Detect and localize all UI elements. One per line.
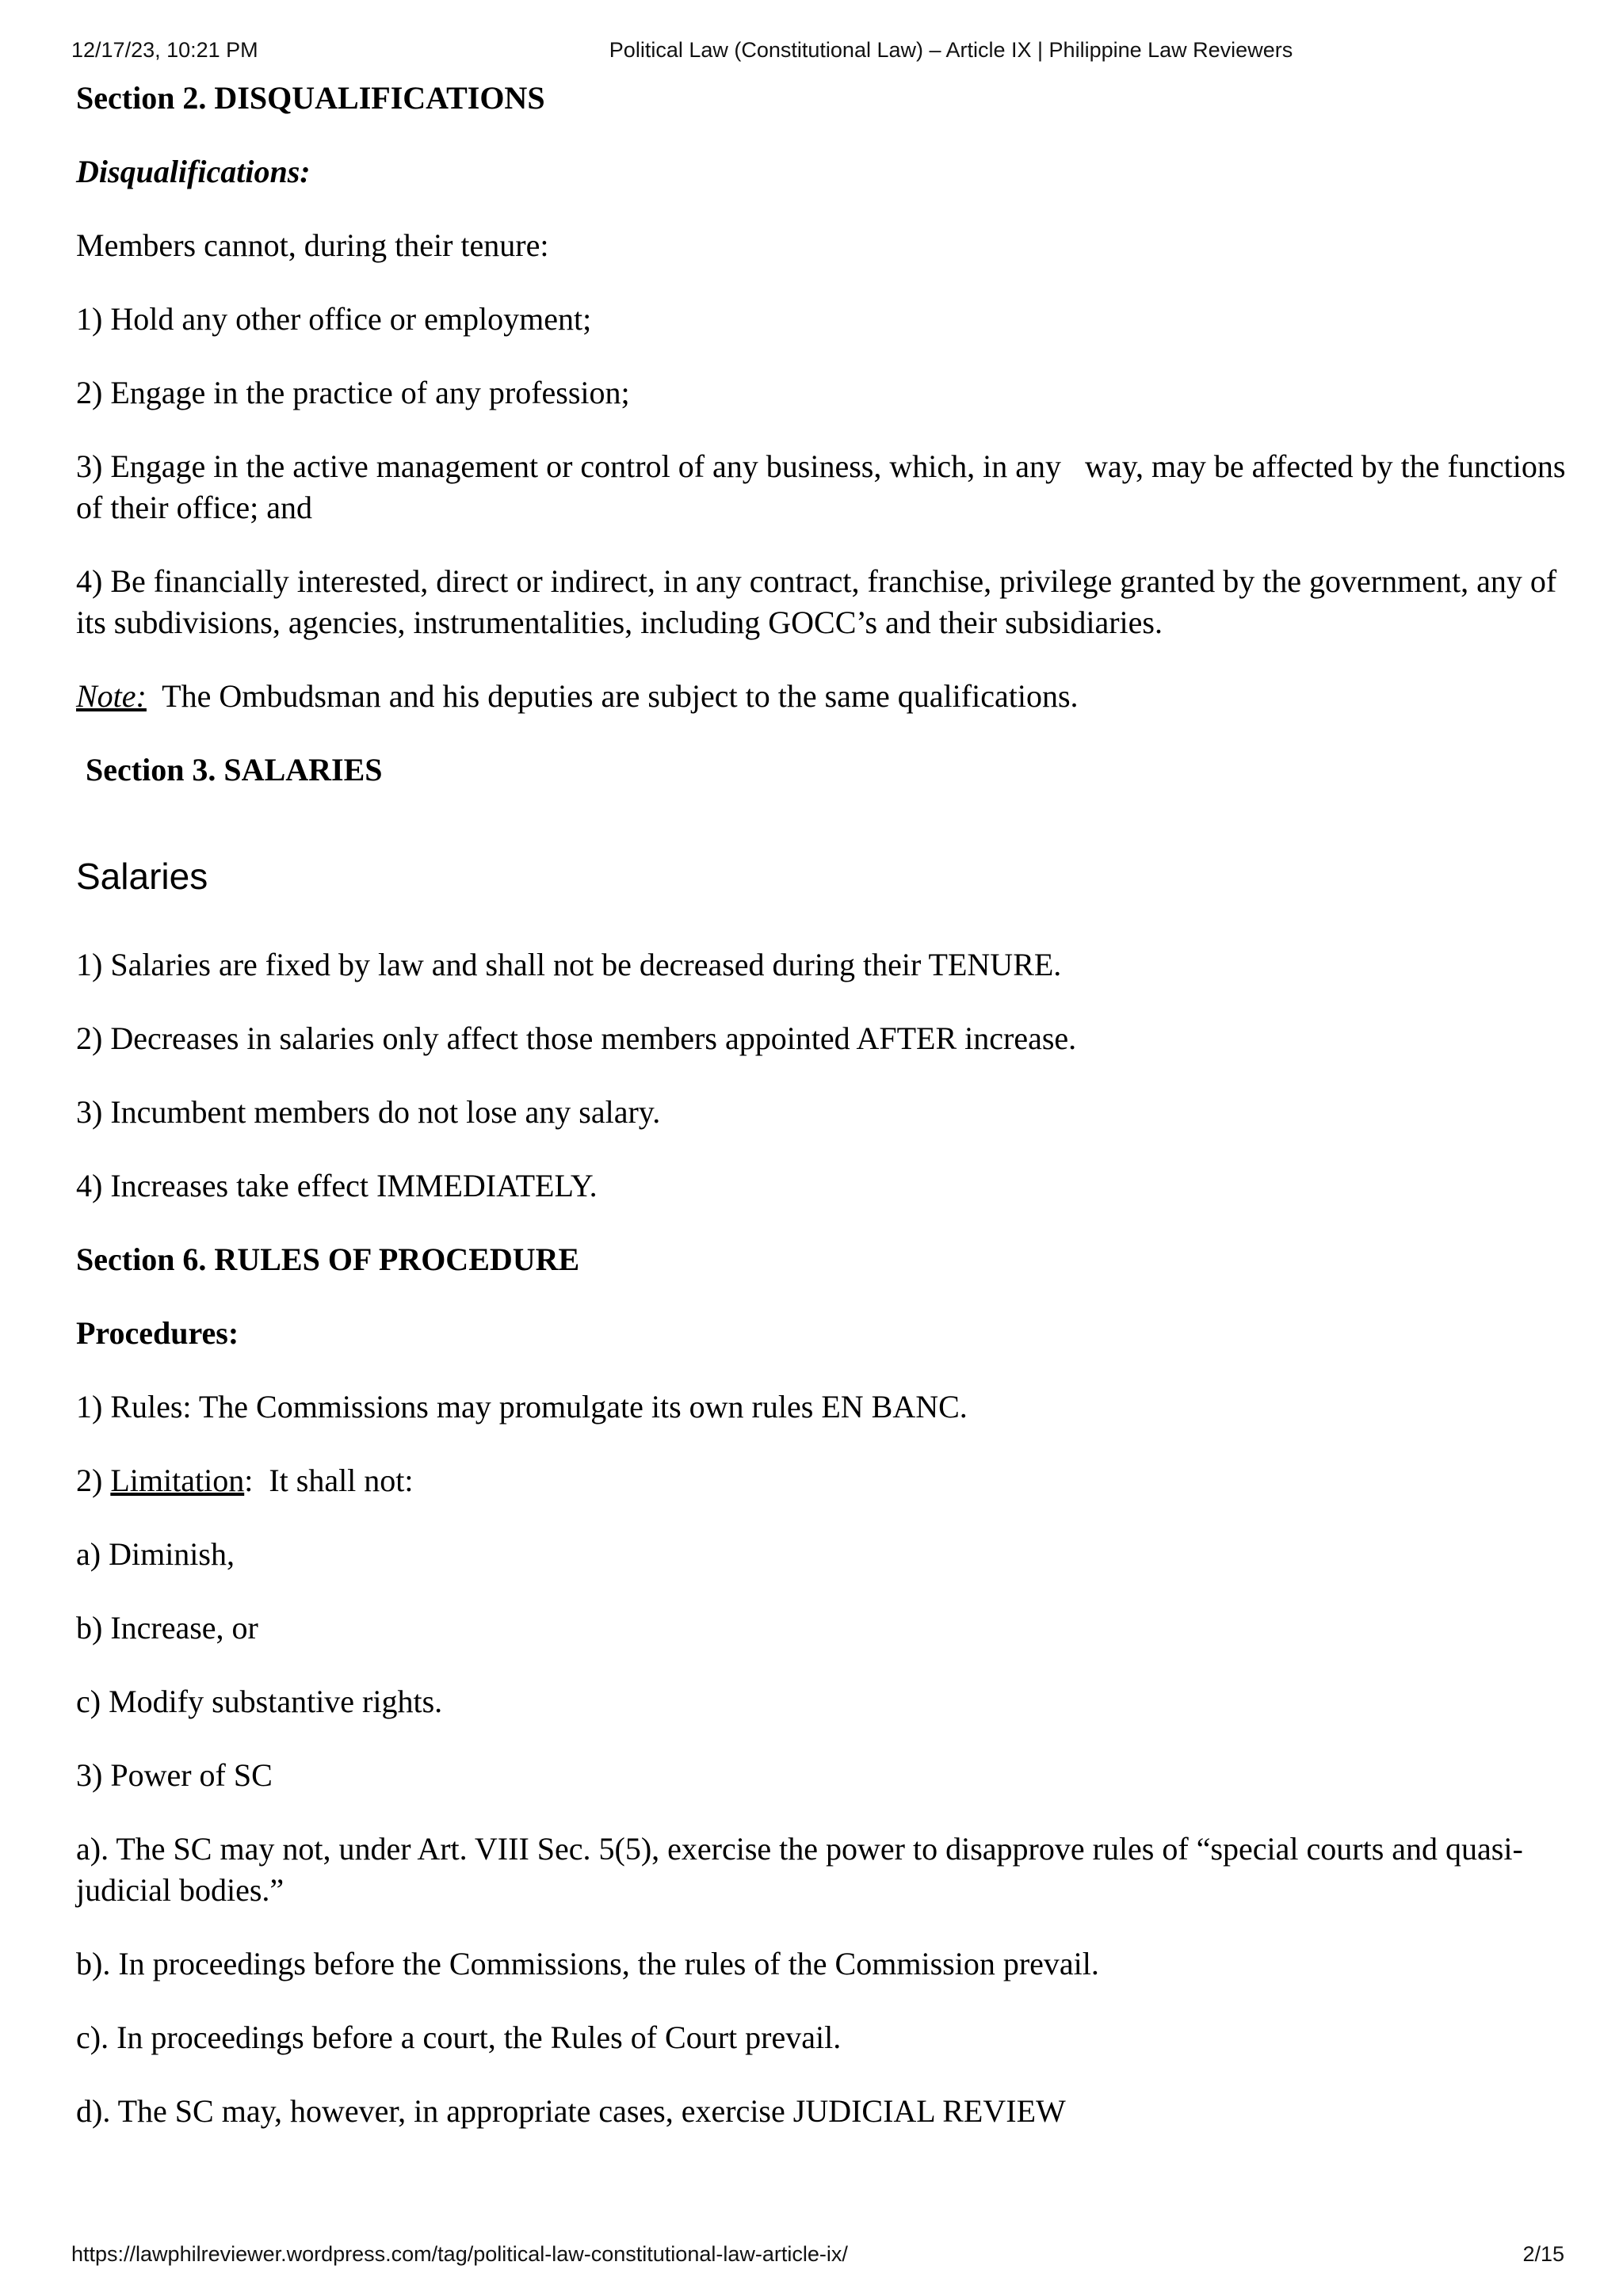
article-content <box>76 78 1574 2164</box>
salary-item: 2) Decreases in salaries only affect those members appointed AFTER increase. <box>76 1020 1077 1056</box>
salary-item: 4) Increases take effect IMMEDIATELY. <box>76 1168 598 1203</box>
salary-item: 1) Salaries are fixed by law and shall not be decreased during their TENURE. <box>76 947 1062 982</box>
limitation-item: a) Diminish, <box>76 1536 235 1572</box>
note-label: Note: <box>76 678 147 714</box>
limitation-label: Limitation <box>110 1463 245 1498</box>
disqualification-item: 4) Be financially interested, direct or indirect, in any contract, franchise, privilege granted by the government, any of its subdivisions, agencies, instrumentalities, including GOCC’s and their subsidiaries. <box>76 563 1557 640</box>
print-footer <box>0 2242 1623 2274</box>
section-2-note <box>76 676 1566 717</box>
section-3-heading: Section 3. SALARIES <box>86 752 383 788</box>
print-url: https://lawphilreviewer.wordpress.com/tag/political-law-constitutional-law-article-ix/ <box>71 2242 848 2266</box>
section-6-heading: Section 6. RULES OF PROCEDURE <box>76 1241 580 1277</box>
limitation-prefix: 2) <box>76 1463 111 1498</box>
print-page-title: Political Law (Constitutional Law) – Article IX | Philippine Law Reviewers <box>609 38 1293 62</box>
salary-item: 3) Incumbent members do not lose any salary. <box>76 1094 661 1130</box>
power-item: a). The SC may not, under Art. VIII Sec. 5(5), exercise the power to disapprove rules of “special courts and quasi-judicial bodies.” <box>76 1831 1523 1908</box>
procedure-item <box>76 1460 1566 1501</box>
note-text: The Ombudsman and his deputies are subject to the same qualifications. <box>146 678 1079 714</box>
section-2-subheading: Disqualifications: <box>76 154 311 189</box>
procedure-item: 1) Rules: The Commissions may promulgate its own rules EN BANC. <box>76 1389 968 1425</box>
disqualification-item: 3) Engage in the active management or control of any business, which, in any way, may be affected by the functions of their office; and <box>76 448 1574 525</box>
power-item: d). The SC may, however, in appropriate cases, exercise JUDICIAL REVIEW <box>76 2093 1066 2129</box>
section-3-subheading: Salaries <box>76 856 208 897</box>
limitation-suffix: : It shall not: <box>244 1463 414 1498</box>
limitation-item: b) Increase, or <box>76 1610 258 1646</box>
limitation-item: c) Modify substantive rights. <box>76 1684 443 1719</box>
print-header <box>0 38 1623 70</box>
disqualification-item: 2) Engage in the practice of any profession; <box>76 375 630 410</box>
section-2-intro: Members cannot, during their tenure: <box>76 227 549 263</box>
power-item: c). In proceedings before a court, the Rules of Court prevail. <box>76 2019 842 2055</box>
section-6-subheading: Procedures: <box>76 1315 239 1351</box>
print-page-number: 2/15 <box>1522 2242 1564 2266</box>
print-datetime: 12/17/23, 10:21 PM <box>71 38 258 62</box>
disqualification-item: 1) Hold any other office or employment; <box>76 301 592 337</box>
procedure-item: 3) Power of SC <box>76 1757 273 1793</box>
power-item: b). In proceedings before the Commissions, the rules of the Commission prevail. <box>76 1946 1099 1981</box>
section-2-heading: Section 2. DISQUALIFICATIONS <box>76 80 545 116</box>
